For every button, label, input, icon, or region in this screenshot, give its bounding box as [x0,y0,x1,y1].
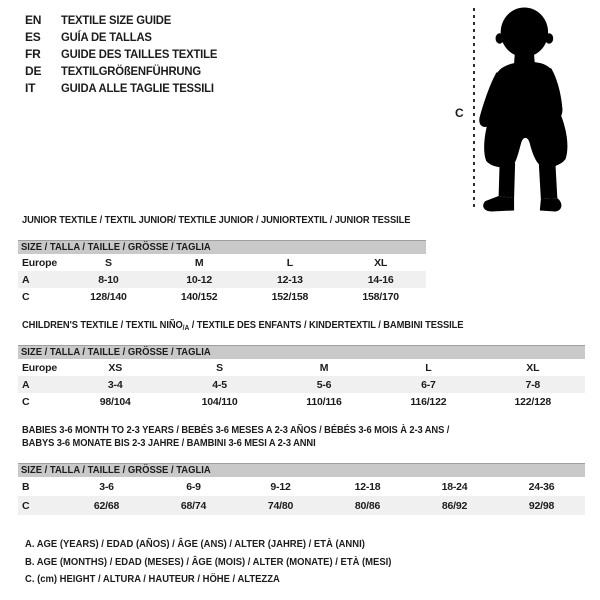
junior-section-title: JUNIOR TEXTILE / TEXTIL JUNIOR/ TEXTILE JUNIOR / JUNIORTEXTIL / JUNIOR TESSILE [22,214,411,226]
value-cell: 3-6 [99,480,114,493]
babies-size-table [18,463,585,515]
lang-title: TEXTILGRÖßENFÜHRUNG [61,64,201,78]
children-title-subscript: /A [182,323,190,332]
table-row-age [18,376,585,393]
babies-title-line2: BABYS 3-6 MONATE BIS 2-3 JAHRE / BAMBINI 3-6 MESI A 2-3 ANNI [22,437,316,449]
size-header-label: SIZE / TALLA / TAILLE / GRÖSSE / TAGLIA [21,464,211,476]
lang-title: TEXTILE SIZE GUIDE [61,13,172,27]
value-cell: 24-36 [528,480,555,493]
children-size-table [18,345,585,410]
table-row-height [18,393,585,410]
row-label: C [22,290,30,303]
col-header-cell: XL [526,361,540,374]
legend-block [25,536,432,589]
children-section-title [22,319,463,334]
value-cell: 104/110 [201,395,238,408]
size-header-label: SIZE / TALLA / TAILLE / GRÖSSE / TAGLIA [21,241,211,253]
baby-silhouette-image [477,5,580,214]
lang-code: ES [25,30,41,44]
value-cell: 62/68 [93,499,120,512]
row-label: B [22,480,30,493]
lang-row-it [25,80,227,97]
lang-code: FR [25,47,41,61]
legend-line-a: A. AGE (YEARS) / EDAD (AÑOS) / ÂGE (ANS) / ALTER (JAHRE) / ETÀ (ANNI) [25,538,365,550]
lang-title: GUÍA DE TALLAS [61,30,152,44]
value-cell: 98/104 [99,395,131,408]
col-header-cell: M [319,361,329,374]
size-header-label: SIZE / TALLA / TAILLE / GRÖSSE / TAGLIA [21,346,211,358]
col-header-cell: L [425,361,432,374]
col-header-cell: S [216,361,223,374]
value-cell: 110/116 [306,395,342,408]
value-cell: 152/158 [271,290,309,303]
value-cell: 74/80 [267,499,294,512]
lang-row-es [25,29,227,46]
col-header-cell: M [194,256,204,269]
lang-code: IT [25,81,36,95]
children-title-text: CHILDREN'S TEXTILE / TEXTIL NIÑO [22,319,183,331]
row-label: Europe [22,256,57,269]
row-label: Europe [22,361,57,374]
value-cell: 12-13 [276,273,303,286]
value-cell: 122/128 [514,395,552,408]
value-cell: 7-8 [525,378,541,391]
value-cell: 92/98 [528,499,555,512]
legend-line-b: B. AGE (MONTHS) / EDAD (MESES) / ÂGE (MOIS) / ALTER (MONATE) / ETÀ (MESI) [25,555,392,568]
size-header-bar [18,240,426,254]
value-cell: 128/140 [90,290,127,303]
row-label: A [22,273,30,286]
value-cell: 86/92 [441,499,468,512]
height-measure-dashed-line [473,8,475,211]
value-cell: 68/74 [180,499,207,512]
lang-code: EN [25,13,42,27]
value-cell: 10-12 [186,273,213,286]
language-title-block [25,12,227,97]
junior-size-table [18,240,426,305]
height-measure-label: C [455,106,464,120]
col-header-cell: XS [108,361,122,374]
value-cell: 6-7 [421,378,436,391]
value-cell: 116/122 [410,395,447,408]
lang-row-de [25,63,227,80]
value-cell: 8-10 [98,273,119,286]
row-label: A [22,378,30,391]
value-cell: 6-9 [186,480,201,493]
value-cell: 12-18 [354,480,381,493]
value-cell: 4-5 [212,378,227,391]
value-cell: 5-6 [316,378,332,391]
table-row-height [18,288,426,305]
table-row-columns [18,359,585,376]
row-label: C [22,499,30,512]
value-cell: 158/170 [362,290,399,303]
lang-row-en [25,12,227,29]
value-cell: 14-16 [367,273,394,286]
lang-code: DE [25,64,42,78]
value-cell: 3-4 [107,378,123,391]
table-row-months [18,477,585,496]
table-row-height [18,496,585,515]
value-cell: 80/86 [354,499,381,512]
table-row-columns [18,254,426,271]
col-header-cell: XL [374,256,388,269]
lang-row-fr [25,46,227,63]
babies-section-title [22,424,502,450]
size-header-bar [18,463,585,477]
children-title-text: / TEXTILE DES ENFANTS / KINDERTEXTIL / BAMBINI TESSILE [189,319,464,331]
value-cell: 140/152 [180,290,218,303]
size-header-bar [18,345,585,359]
value-cell: 18-24 [441,480,468,493]
table-row-age [18,271,426,288]
value-cell: 9-12 [270,480,291,493]
col-header-cell: L [286,256,293,269]
lang-title: GUIDE DES TAILLES TEXTILE [61,47,218,61]
col-header-cell: S [104,256,112,269]
legend-line-c: C. (cm) HEIGHT / ALTURA / HAUTEUR / HÖHE / ALTEZZA [25,573,280,585]
row-label: C [22,395,30,408]
babies-title-line1: BABIES 3-6 MONTH TO 2-3 YEARS / BEBÉS 3-6 MESES A 2-3 AÑOS / BÉBÉS 3-6 MOIS À 2-3 ANS / [22,424,450,436]
lang-title: GUIDA ALLE TAGLIE TESSILI [61,81,214,95]
